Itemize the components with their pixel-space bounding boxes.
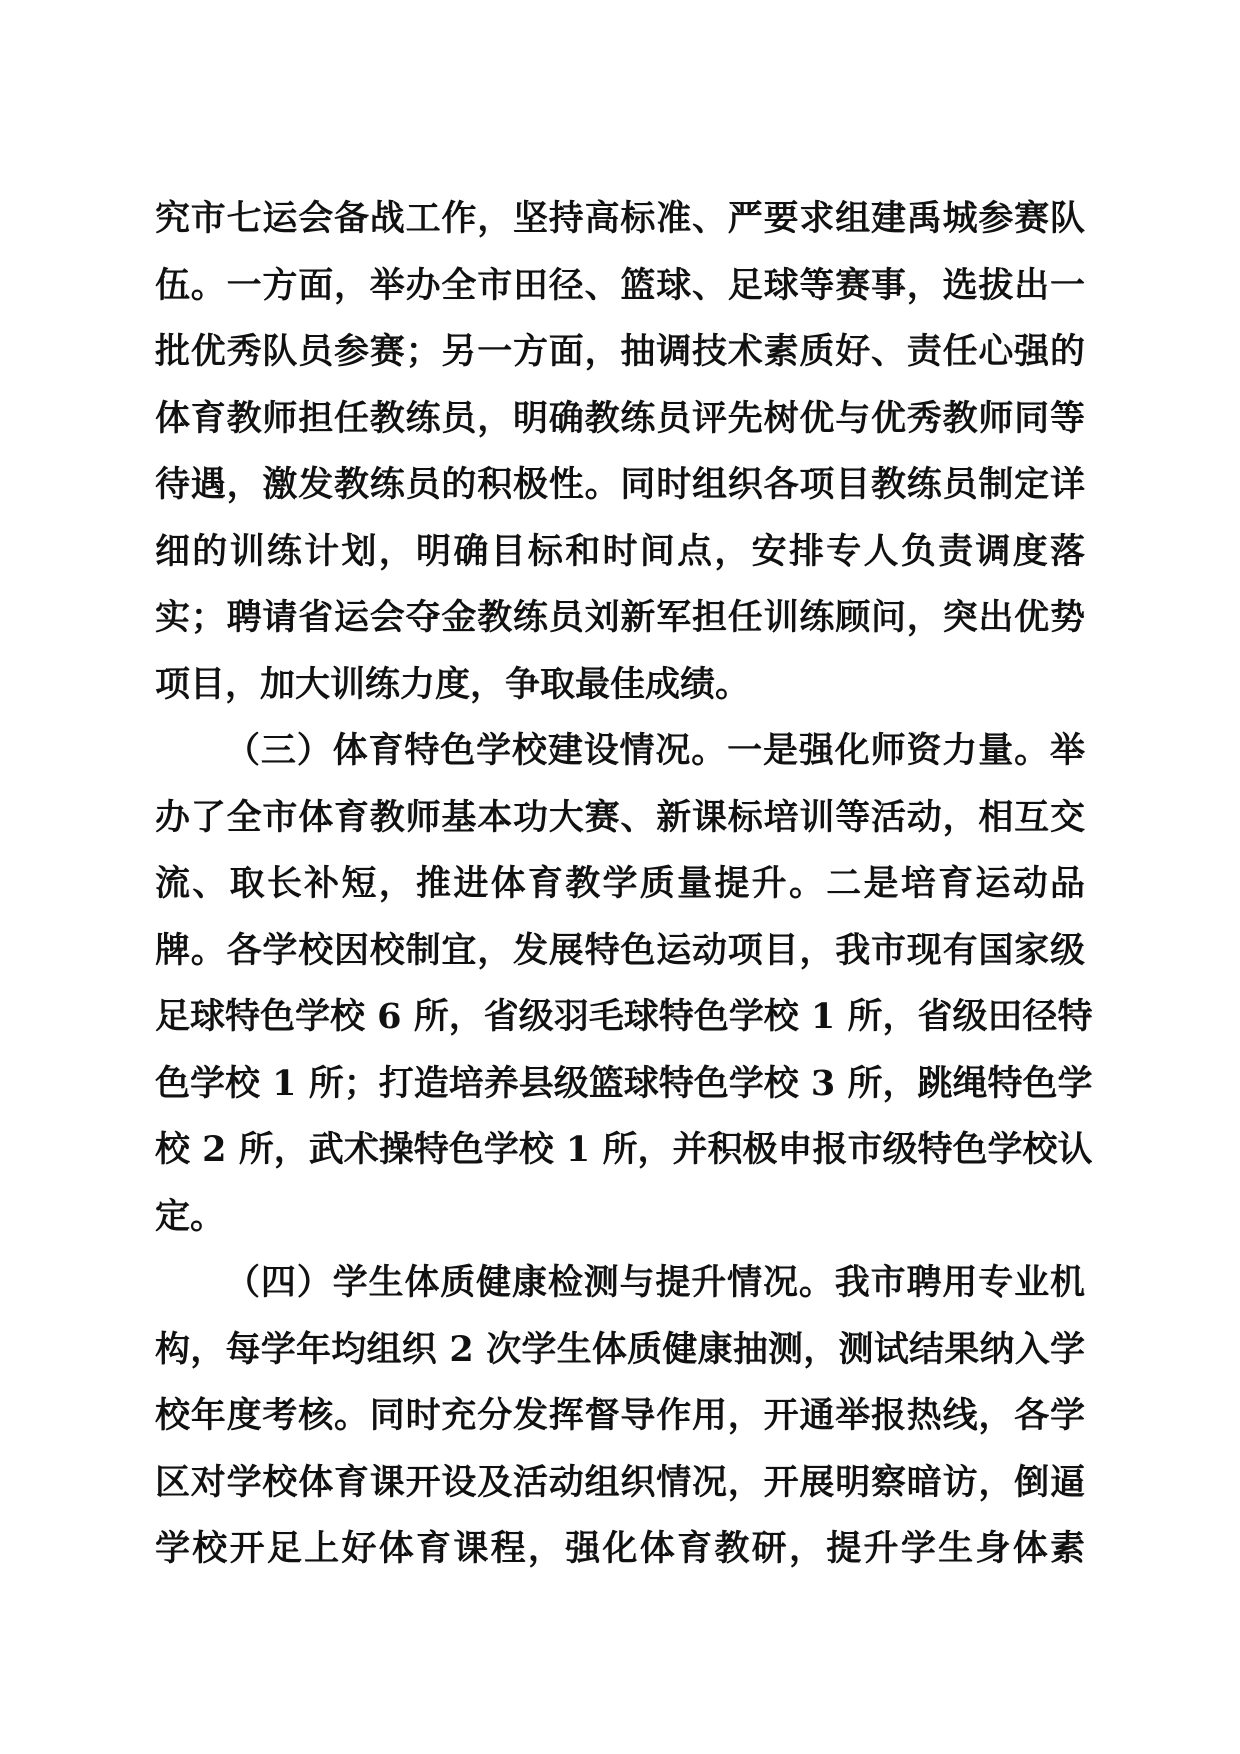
- section-heading-line: （四）学生体质健康检测与提升情况。我市聘用专业机: [225, 1262, 1085, 1303]
- text-line: 流、取长补短，推进体育教学质量提升。二是培育运动品: [155, 863, 1085, 904]
- text-line: 牌。各学校因校制宜，发展特色运动项目，我市现有国家级: [155, 929, 1085, 971]
- text-line: 构，每学年均组织 2 次学生体质健康抽测，测试结果纳入学: [155, 1328, 1085, 1370]
- text-line: 色学校 1 所；打造培养县级篮球特色学校 3 所，跳绳特色学: [155, 1062, 1093, 1104]
- text-line: 体育教师担任教练员，明确教练员评先树优与优秀教师同等: [155, 397, 1085, 439]
- body-text: [155, 186, 1093, 1583]
- text-line: 办了全市体育教师基本功大赛、新课标培训等活动，相互交: [155, 796, 1085, 838]
- text-line: 项目，加大训练力度，争取最佳成绩。: [155, 663, 751, 705]
- text-line: 校年度考核。同时充分发挥督导作用，开通举报热线，各学: [155, 1395, 1085, 1436]
- text-line: 待遇，激发教练员的积极性。同时组织各项目教练员制定详: [155, 464, 1085, 505]
- text-line: 细的训练计划，明确目标和时间点，安排专人负责调度落: [155, 530, 1085, 572]
- text-line: 学校开足上好体育课程，强化体育教研，提升学生身体素: [155, 1528, 1085, 1569]
- text-line: 究市七运会备战工作，坚持高标准、严要求组建禹城参赛队: [155, 198, 1085, 239]
- text-line: 区对学校体育课开设及活动组织情况，开展明察暗访，倒逼: [155, 1461, 1085, 1503]
- text-line: 实；聘请省运会夺金教练员刘新军担任训练顾问，突出优势: [155, 597, 1085, 638]
- text-line: 足球特色学校 6 所，省级羽毛球特色学校 1 所，省级田径特: [155, 996, 1093, 1037]
- text-line: 批优秀队员参赛；另一方面，抽调技术素质好、责任心强的: [155, 331, 1085, 372]
- text-line: 定。: [155, 1195, 226, 1237]
- text-line: 伍。一方面，举办全市田径、篮球、足球等赛事，选拔出一: [155, 264, 1085, 306]
- section-heading-line: （三）体育特色学校建设情况。一是强化师资力量。举: [225, 730, 1085, 771]
- text-line: 校 2 所，武术操特色学校 1 所，并积极申报市级特色学校认: [155, 1129, 1093, 1170]
